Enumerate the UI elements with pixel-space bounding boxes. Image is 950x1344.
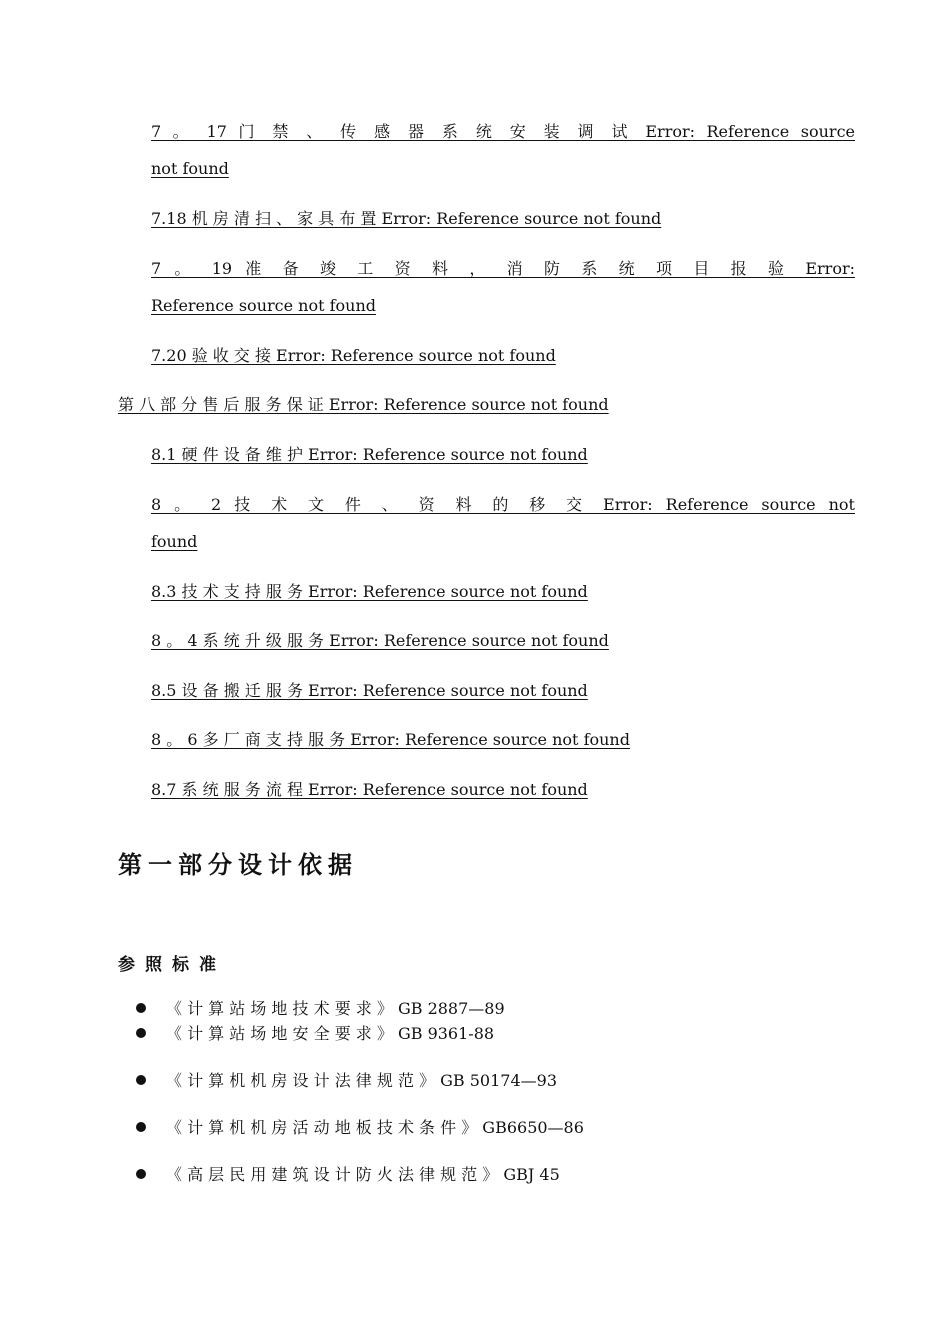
standard-text: 《 计 算 机 机 房 活 动 地 板 技 术 条 件 》 GB6650—86 (166, 1118, 584, 1137)
bullet-icon (136, 1122, 146, 1132)
toc-entry-part-8[interactable] (118, 386, 609, 423)
toc-link[interactable]: 7.18 机 房 清 扫 、 家 具 布 置 Error: Reference source not found (151, 209, 662, 228)
bullet-icon (136, 1075, 146, 1085)
toc-link[interactable]: 8 。 6 多 厂 商 支 持 服 务 Error: Reference source not found (151, 730, 630, 749)
toc-entry-8-7[interactable] (151, 771, 588, 808)
toc-entry-8-3[interactable] (151, 573, 588, 610)
subsection-title: 参照标准 (118, 955, 226, 975)
toc-link[interactable]: 8.5 设 备 搬 迁 服 务 Error: Reference source not found (151, 681, 588, 700)
toc-link[interactable]: 8 。 2 技 术 文 件 、 资 料 的 移 交 Error: Reference source not (151, 495, 855, 514)
toc-entry-8-5[interactable] (151, 672, 588, 709)
list-item (136, 1023, 494, 1045)
toc-link[interactable]: 第 八 部 分 售 后 服 务 保 证 Error: Reference source not found (118, 395, 609, 414)
toc-entry-7-20[interactable] (151, 337, 556, 374)
standard-text: 《 计 算 站 场 地 技 术 要 求 》 GB 2887—89 (166, 999, 505, 1018)
bullet-icon (136, 1003, 146, 1013)
bullet-icon (136, 1028, 146, 1038)
toc-link[interactable]: 8.3 技 术 支 持 服 务 Error: Reference source not found (151, 582, 588, 601)
list-item (136, 1117, 584, 1139)
toc-entry-8-1[interactable] (151, 436, 588, 473)
toc-entry-7-19[interactable] (151, 250, 855, 324)
toc-link[interactable]: 7 。 17 门 禁 、 传 感 器 系 统 安 装 调 试 Error: Reference source (151, 122, 855, 141)
toc-entry-8-2[interactable] (151, 486, 855, 560)
toc-entry-7-17[interactable] (151, 113, 855, 187)
list-item (136, 1070, 557, 1092)
toc-link[interactable]: 7.20 验 收 交 接 Error: Reference source not found (151, 346, 556, 365)
section-title: 第一部分设计依据 (118, 851, 358, 879)
toc-entry-7-18[interactable] (151, 200, 661, 237)
standard-text: 《 计 算 机 机 房 设 计 法 律 规 范 》 GB 50174—93 (166, 1071, 558, 1090)
toc-entry-8-4[interactable] (151, 622, 609, 659)
standard-text: 《 高 层 民 用 建 筑 设 计 防 火 法 律 规 范 》 GBJ 45 (166, 1165, 560, 1184)
toc-link[interactable]: 8.7 系 统 服 务 流 程 Error: Reference source not found (151, 780, 588, 799)
toc-link[interactable]: 8.1 硬 件 设 备 维 护 Error: Reference source not found (151, 445, 588, 464)
toc-link[interactable]: not found (151, 159, 229, 178)
list-item (136, 1164, 560, 1186)
standard-text: 《 计 算 站 场 地 安 全 要 求 》 GB 9361-88 (166, 1024, 495, 1043)
toc-link[interactable]: 7 。 19 准 备 竣 工 资 料 ， 消 防 系 统 项 目 报 验 Error: (151, 259, 855, 278)
toc-entry-8-6[interactable] (151, 721, 630, 758)
bullet-icon (136, 1169, 146, 1179)
toc-link[interactable]: 8 。 4 系 统 升 级 服 务 Error: Reference source not found (151, 631, 609, 650)
toc-link[interactable]: Reference source not found (151, 296, 377, 315)
list-item (136, 998, 505, 1020)
toc-link[interactable]: found (151, 532, 198, 551)
